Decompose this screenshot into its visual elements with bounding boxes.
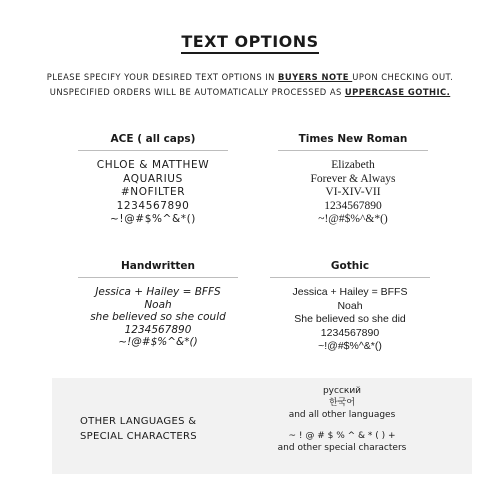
- page-title: [0, 32, 500, 51]
- page-title-text: TEXT OPTIONS: [181, 32, 318, 54]
- special-characters-sample: ~ ! @ # $ % ^ & * ( ) +: [288, 431, 396, 441]
- other-languages-label: [80, 414, 220, 444]
- font-sample-ace: [78, 159, 228, 227]
- intro-line-1-text: PLEASE SPECIFY YOUR DESIRED TEXT OPTIONS IN: [46, 72, 278, 82]
- font-header-handwritten: Handwritten: [78, 260, 238, 278]
- intro-line-2-text: UNSPECIFIED ORDERS WILL BE AUTOMATICALLY PROCESSED AS: [49, 87, 345, 97]
- sample-line: CHLOE & MATTHEW: [96, 159, 210, 171]
- intro-line-1: [0, 70, 500, 85]
- font-sample-gothic: [270, 286, 430, 354]
- other-label-line-2: SPECIAL CHARACTERS: [80, 431, 197, 442]
- other-label-line-1: OTHER LANGUAGES &: [80, 416, 197, 427]
- sample-line: AQUARIUS: [123, 172, 183, 185]
- korean-sample: 한국어: [328, 398, 356, 408]
- other-languages-panel: [52, 378, 472, 474]
- sample-line: Jessica + Hailey = BFFS: [95, 286, 221, 298]
- sample-line: 1234567890: [324, 199, 382, 212]
- sample-line: 1234567890: [116, 199, 190, 212]
- sample-line: Noah: [337, 299, 363, 312]
- font-header-ace: ACE ( all caps): [78, 133, 228, 151]
- font-sample-handwritten: [78, 286, 238, 349]
- font-header-gothic: Gothic: [270, 260, 430, 278]
- sample-line: she believed so she could: [90, 311, 226, 323]
- sample-line: Noah: [144, 298, 172, 311]
- font-header-times: Times New Roman: [278, 133, 428, 151]
- sample-line: ~!@#$%^&*(): [318, 340, 382, 352]
- font-option-handwritten: [78, 260, 238, 349]
- sample-line: 1234567890: [320, 326, 380, 339]
- sample-line: VI-XIV-VII: [325, 186, 381, 198]
- sample-line: ~!@#$%^&*(): [110, 213, 196, 225]
- all-languages-note: and all other languages: [288, 410, 396, 420]
- font-option-gothic: [270, 260, 430, 354]
- other-languages-samples: [262, 385, 422, 454]
- special-characters-note: and other special characters: [277, 443, 407, 453]
- font-option-ace: [78, 133, 228, 227]
- sample-line: #NOFILTER: [120, 186, 186, 198]
- sample-line: She believed so she did: [294, 313, 406, 325]
- intro-text: [0, 70, 500, 100]
- sample-line: Elizabeth: [331, 159, 375, 171]
- font-option-times-new-roman: [278, 133, 428, 227]
- uppercase-gothic-highlight: UPPERCASE GOTHIC.: [344, 87, 451, 97]
- intro-line-1-end: UPON CHECKING OUT.: [352, 72, 454, 82]
- russian-sample: русский: [322, 386, 362, 396]
- sample-line: ~!@#$%^&*(): [118, 336, 198, 348]
- buyers-note-highlight: BUYERS NOTE: [278, 72, 353, 82]
- sample-line: 1234567890: [124, 323, 192, 336]
- sample-line: ~!@#$%^&*(): [318, 213, 388, 225]
- font-sample-times: [278, 159, 428, 227]
- sample-line: Jessica + Hailey = BFFS: [292, 286, 408, 298]
- intro-line-2: [0, 85, 500, 100]
- sample-line: Forever & Always: [310, 172, 396, 185]
- spacer: [262, 421, 422, 430]
